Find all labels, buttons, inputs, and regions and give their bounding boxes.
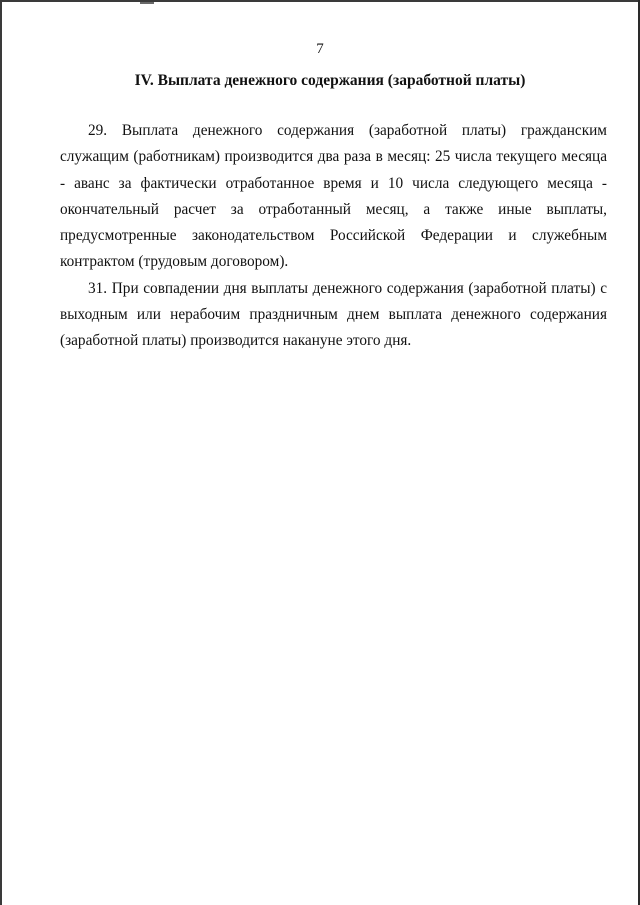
paragraph-29: 29. Выплата денежного содержания (заработной платы) гражданским служащим (работникам) производится два раза в месяц: 25 числа текущего месяца - аванс за фактически отработанное время и 10 числа следующего месяца - окончательный расчет за отработанный месяц, а также иные выплаты, предусмотренные законодательством Российской Федерации и служебным контрактом (трудовым договором). xyxy=(60,122,607,271)
document-body xyxy=(60,118,607,355)
scan-artifact-mark xyxy=(140,2,154,4)
page-number: 7 xyxy=(316,41,324,57)
section-heading: IV. Выплата денежного содержания (заработной платы) xyxy=(134,72,526,89)
scan-border-top xyxy=(0,0,640,2)
paragraph-31: 31. При совпадении дня выплаты денежного содержания (заработной платы) с выходным или нерабочим праздничным днем выплата денежного содержания (заработной платы) производится накануне этого дня. xyxy=(60,279,607,350)
scan-border-left xyxy=(0,0,2,905)
